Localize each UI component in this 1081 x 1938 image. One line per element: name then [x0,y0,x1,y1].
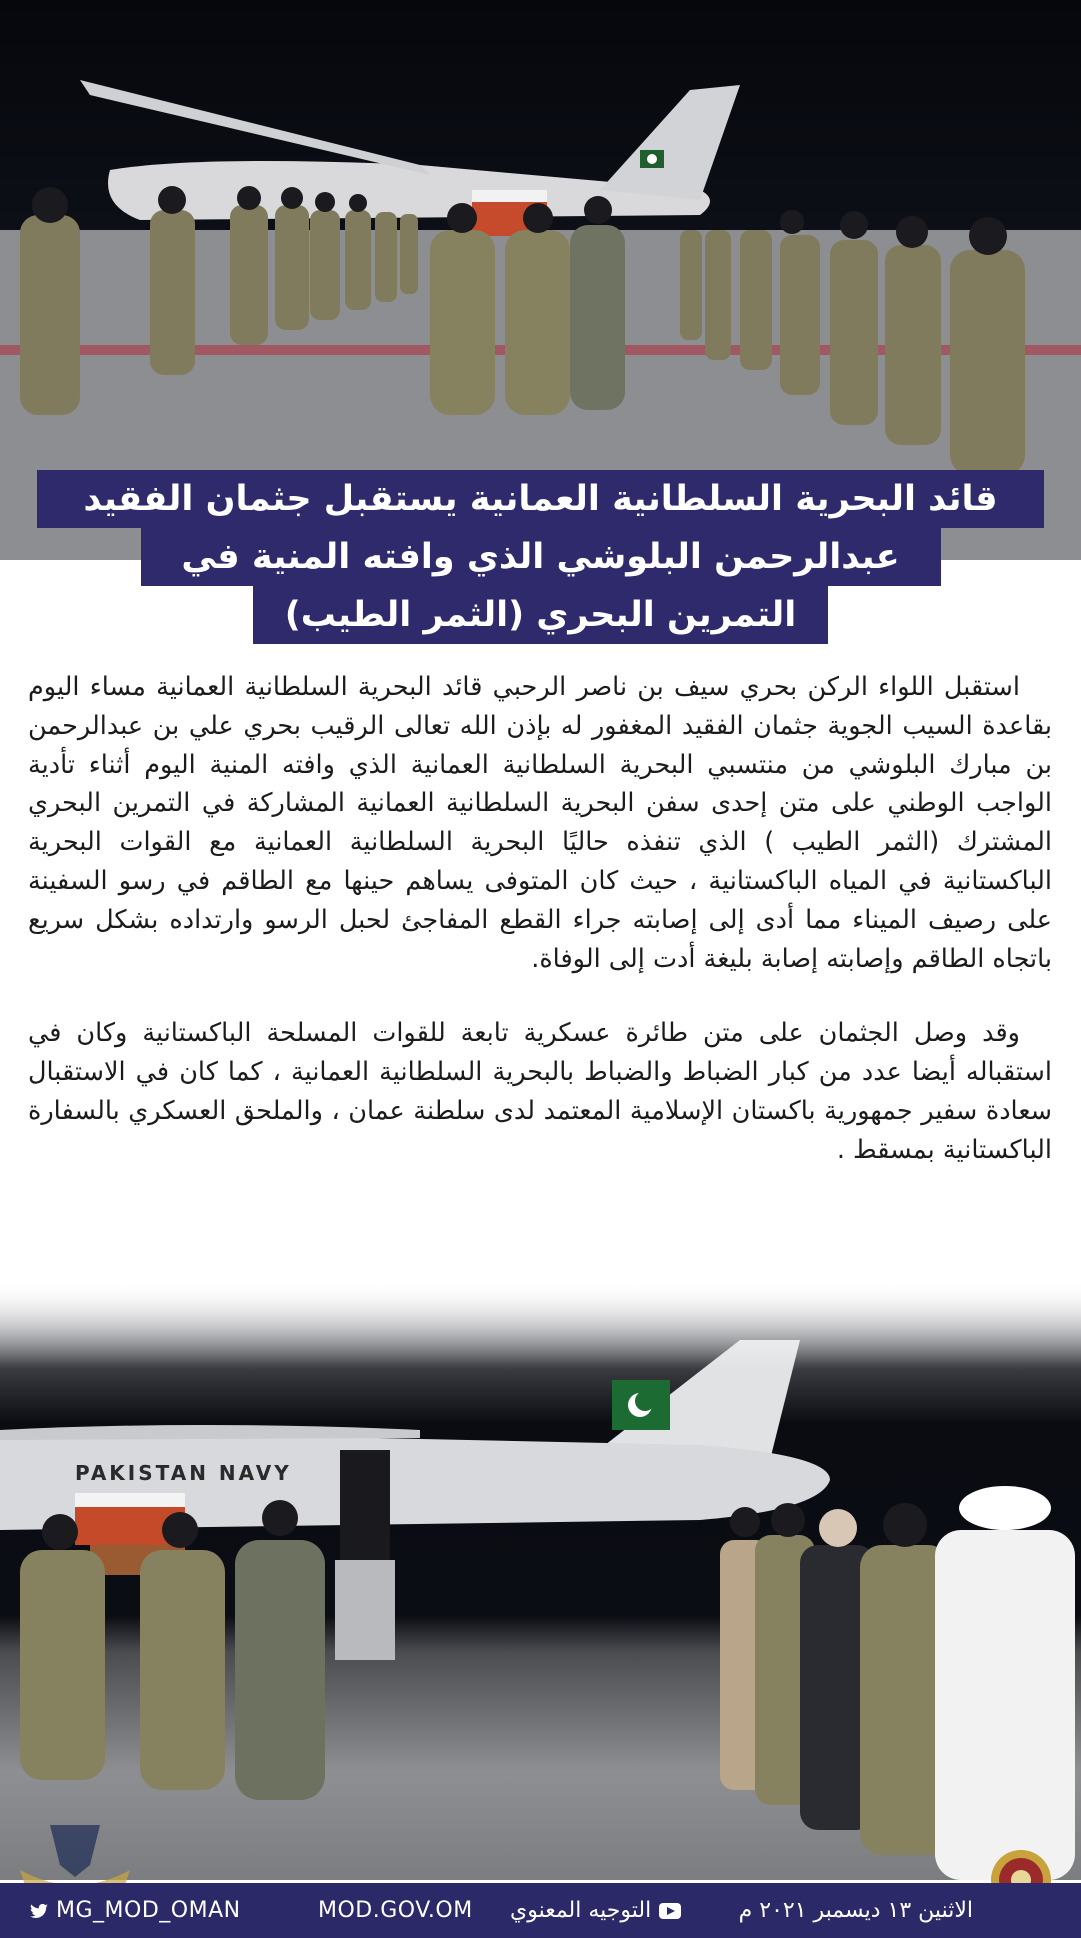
footer-social-handle-label: MG_MOD_OMAN [56,1898,241,1923]
aircraft-door [340,1450,390,1560]
pallbearers-top [430,190,625,415]
headline-line-2: عبدالرحمن البلوشي الذي وافته المنية في [141,528,941,586]
bottom-photo-illustration [0,1280,1081,1880]
headline-line-1: قائد البحرية السلطانية العمانية يستقبل جثمان الفقيد [37,470,1044,528]
footer-moral-guidance[interactable] [510,1883,681,1938]
footer-website-link[interactable]: MOD.GOV.OM [318,1898,473,1923]
headline-line-3: التمرين البحري (الثمر الطيب) [253,586,828,644]
bottom-photo-aircraft-arrival [0,1280,1081,1880]
footer-social-handle[interactable] [30,1883,241,1938]
officers-right [720,1486,1075,1880]
aircraft-label: PAKISTAN NAVY [75,1461,292,1485]
youtube-icon [659,1903,681,1919]
footer-bar [0,1883,1081,1938]
headline-banner [0,470,1081,644]
pallbearers-bottom [20,1493,325,1800]
aircraft-stairs [335,1560,395,1660]
article-body [28,668,1052,1170]
footer-date: الاثنين ١٣ ديسمبر ٢٠٢١ م [738,1898,973,1923]
article-paragraph-2: وقد وصل الجثمان على متن طائرة عسكرية تابعة للقوات المسلحة الباكستانية وكان في استقباله أيضا عدد من كبار الضباط والضباط بالبحرية السلطانية العمانية ، كما كان في الاستقبال سعادة سفير جمهورية باكستان الإسلامية المعتمد لدى سلطنة عمان ، والملحق العسكري بالسفارة الباكستانية بمسقط . [28,1018,1052,1165]
footer-moral-guidance-label: التوجيه المعنوي [510,1898,652,1923]
article-paragraph-1: استقبل اللواء الركن بحري سيف بن ناصر الرحبي قائد البحرية السلطانية العمانية مساء اليوم بقاعدة السيب الجوية جثمان الفقيد المغفور له بإذن الله تعالى الرقيب بحري علي بن عبدالرحمن بن مبارك البلوشي من منتسبي البحرية السلطانية العمانية الذي وافته المنية اليوم أثناء تأدية الواجب الوطني على متن إحدى سفن البحرية السلطانية العمانية المشاركة في التمرين البحري المشترك (الثمر الطيب ) الذي تنفذه حاليًا البحرية السلطانية العمانية مع القوات البحرية الباكستانية في المياه الباكستانية ، حيث كان المتوفى يساهم حينها مع الطاقم في رسو السفينة على رصيف الميناء مما أدى إلى إصابته جراء القطع المفاجئ لحبل الرسو وارتداده بشكل سريع باتجاه الطاقم وإصابته إصابة بليغة أدت إلى الوفاة. [28,672,1052,974]
twitter-icon [30,1904,48,1918]
